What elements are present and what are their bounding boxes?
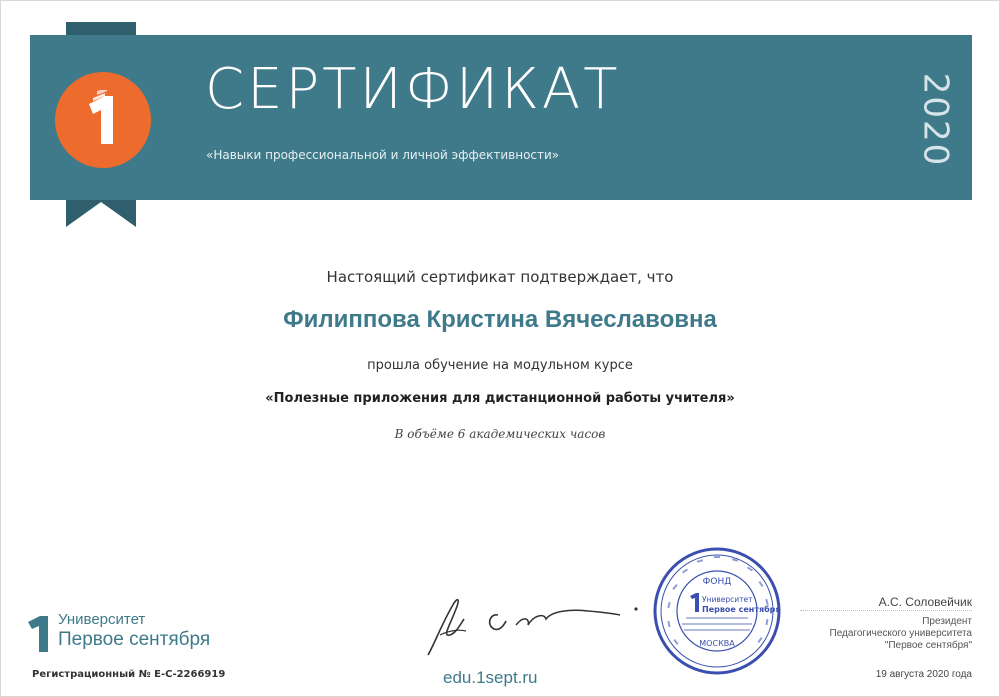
stamp-line1: Университет	[702, 595, 753, 604]
university-mark-icon	[28, 614, 50, 652]
certificate-title: СЕРТИФИКАТ	[205, 57, 621, 122]
signer-name: А.С. Соловейчик	[878, 595, 972, 609]
signer-title-line: "Первое сентября"	[884, 640, 972, 651]
certificate-subtitle: «Навыки профессиональной и личной эффективности»	[206, 148, 560, 162]
hours-text: В объёме 6 академических часов	[394, 427, 606, 441]
university-line1: Университет	[58, 611, 146, 628]
year-label: 2020	[915, 72, 955, 168]
signer-title-line: Педагогического университета	[829, 628, 972, 639]
confirm-text: Настоящий сертификат подтверждает, что	[326, 268, 674, 286]
official-stamp	[652, 546, 782, 676]
handwritten-signature	[420, 585, 650, 660]
signature-line	[800, 610, 972, 611]
course-name: «Полезные приложения для дистанционной работы учителя»	[265, 391, 735, 406]
signer-title	[830, 616, 972, 652]
first-september-logo-icon	[55, 72, 151, 168]
stamp-top-word: ФОНД	[702, 577, 732, 587]
recipient-name: Филиппова Кристина Вячеславовна	[283, 306, 717, 333]
stamp-bottom-word: МОСКВА	[699, 639, 735, 648]
university-line2: Первое сентября	[58, 629, 211, 650]
issue-date: 19 августа 2020 года	[875, 669, 972, 680]
stamp-line2: Первое сентября	[702, 605, 781, 614]
signer-title-line: Президент	[922, 616, 972, 627]
university-logo	[28, 610, 228, 660]
year-label-wrapper	[905, 70, 965, 170]
completed-text: прошла обучение на модульном курсе	[367, 358, 633, 373]
website-link[interactable]: edu.1sept.ru	[443, 668, 538, 687]
registration-number: Регистрационный № Е-С-2266919	[32, 669, 226, 680]
